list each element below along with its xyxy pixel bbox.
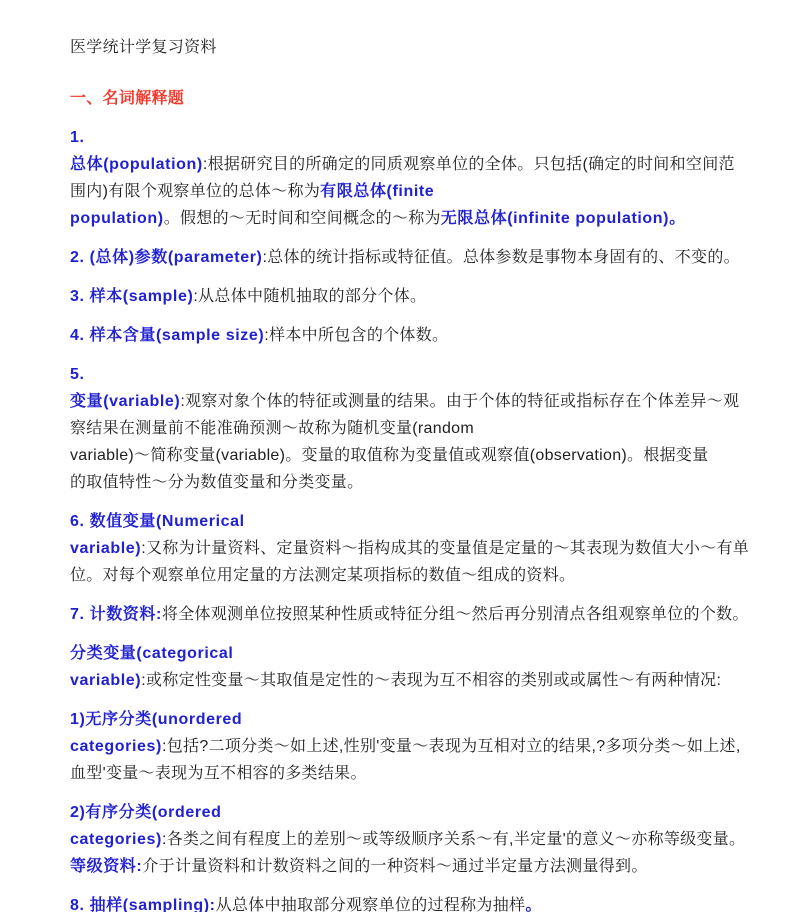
definition-paragraph	[70, 322, 750, 349]
text-run: 3. 样本(sample)	[70, 288, 194, 305]
text-run: :又称为计量资料、定量资料～指构成其的变量值是定量的～其表现为数值大小～有单	[141, 540, 750, 557]
paragraph-list	[70, 124, 750, 912]
text-run: 2)有序分类(ordered	[70, 804, 222, 821]
text-run: :各类之间有程度上的差别～或等级顺序关系～有,半定量'的意义～亦称等级变量。	[161, 831, 746, 848]
text-run: 分类变量(categorical	[70, 645, 234, 662]
text-line	[70, 601, 750, 628]
definition-paragraph	[70, 601, 750, 628]
text-run: 围内)有限个观察单位的总体～称为	[70, 183, 321, 200]
section-heading: 一、名词解释题	[70, 90, 185, 107]
text-run: variable)～简称变量(variable)。变量的取值称为变量值或观察值(observation)。根据变量	[70, 447, 709, 464]
text-line	[70, 826, 750, 853]
definition-paragraph	[70, 799, 750, 880]
text-line	[70, 799, 750, 826]
definition-paragraph	[70, 361, 750, 496]
text-line	[70, 151, 750, 178]
text-run: variable)	[70, 540, 142, 557]
text-line	[70, 892, 750, 912]
text-run: variable)	[70, 672, 142, 689]
text-run: 7. 计数资料:	[70, 606, 162, 623]
text-line	[70, 760, 750, 787]
text-run: 2. (总体)参数(parameter)	[70, 249, 263, 266]
text-run: 总体(population)	[70, 156, 203, 173]
text-line	[70, 640, 750, 667]
text-run: 从总体中抽取部分观察单位的过程称为抽样	[215, 897, 526, 912]
text-run: 变量(variable)	[70, 393, 181, 410]
text-run: 8. 抽样(sampling):	[70, 897, 216, 912]
text-run: categories)	[70, 831, 162, 848]
text-run: 等级资料:	[70, 858, 143, 875]
text-run: :样本中所包含的个体数。	[264, 327, 449, 344]
definition-paragraph	[70, 640, 750, 694]
definition-paragraph	[70, 706, 750, 787]
text-run: 有限总体(finite	[320, 183, 435, 200]
text-run: :根据研究目的所确定的同质观察单位的全体。只包括(确定的时间和空间范	[202, 156, 735, 173]
text-run: 1.	[70, 129, 85, 146]
text-line	[70, 508, 750, 535]
text-run: 5.	[70, 366, 85, 383]
text-line	[70, 388, 750, 415]
text-run: 的取值特性～分为数值变量和分类变量。	[70, 474, 364, 491]
text-run: 。假想的～无时间和空间概念的～称为	[163, 210, 441, 227]
text-run: 察结果在测量前不能准确预测～故称为随机变量(random	[70, 420, 474, 437]
text-line	[70, 124, 750, 151]
text-line	[70, 178, 750, 205]
text-line	[70, 205, 750, 232]
text-run: :总体的统计指标或特征值。总体参数是事物本身固有的、不变的。	[262, 249, 740, 266]
text-line	[70, 361, 750, 388]
document-title: 医学统计学复习资料	[70, 39, 217, 56]
text-line	[70, 469, 750, 496]
text-line	[70, 244, 750, 271]
text-run: :或称定性变量～其取值是定性的～表现为互不相容的类别或或属性～有两种情况:	[141, 672, 722, 689]
definition-paragraph	[70, 892, 750, 912]
text-run: :观察对象个体的特征或测量的结果。由于个体的特征或指标存在个体差异～观	[180, 393, 740, 410]
definition-paragraph	[70, 124, 750, 232]
text-run: 位。对每个观察单位用定量的方法测定某项指标的数值～组成的资料。	[70, 567, 576, 584]
text-line	[70, 706, 750, 733]
text-run: 1)无序分类(unordered	[70, 711, 243, 728]
text-run: 无限总体(infinite population)。	[440, 210, 686, 227]
text-line	[70, 667, 750, 694]
text-line	[70, 853, 750, 880]
text-run: 血型'变量～表现为互不相容的多类结果。	[70, 765, 367, 782]
text-run: 。	[525, 897, 542, 912]
text-line	[70, 322, 750, 349]
definition-paragraph	[70, 508, 750, 589]
text-run: :包括?二项分类～如上述,性别'变量～表现为互相对立的结果,?多项分类～如上述,	[161, 738, 741, 755]
text-line	[70, 733, 750, 760]
text-line	[70, 562, 750, 589]
definition-paragraph	[70, 244, 750, 271]
text-run: population)	[70, 210, 164, 227]
text-line	[70, 535, 750, 562]
text-line	[70, 283, 750, 310]
text-line	[70, 442, 750, 469]
text-run: categories)	[70, 738, 162, 755]
text-line	[70, 415, 750, 442]
text-run: 6. 数值变量(Numerical	[70, 513, 245, 530]
definition-paragraph	[70, 283, 750, 310]
text-run: 4. 样本含量(sample size)	[70, 327, 265, 344]
text-run: :从总体中随机抽取的部分个体。	[193, 288, 427, 305]
text-run: 介于计量资料和计数资料之间的一种资料～通过半定量方法测量得到。	[142, 858, 648, 875]
text-run: 将全体观测单位按照某种性质或特征分组～然后再分别清点各组观察单位的个数。	[161, 606, 749, 623]
